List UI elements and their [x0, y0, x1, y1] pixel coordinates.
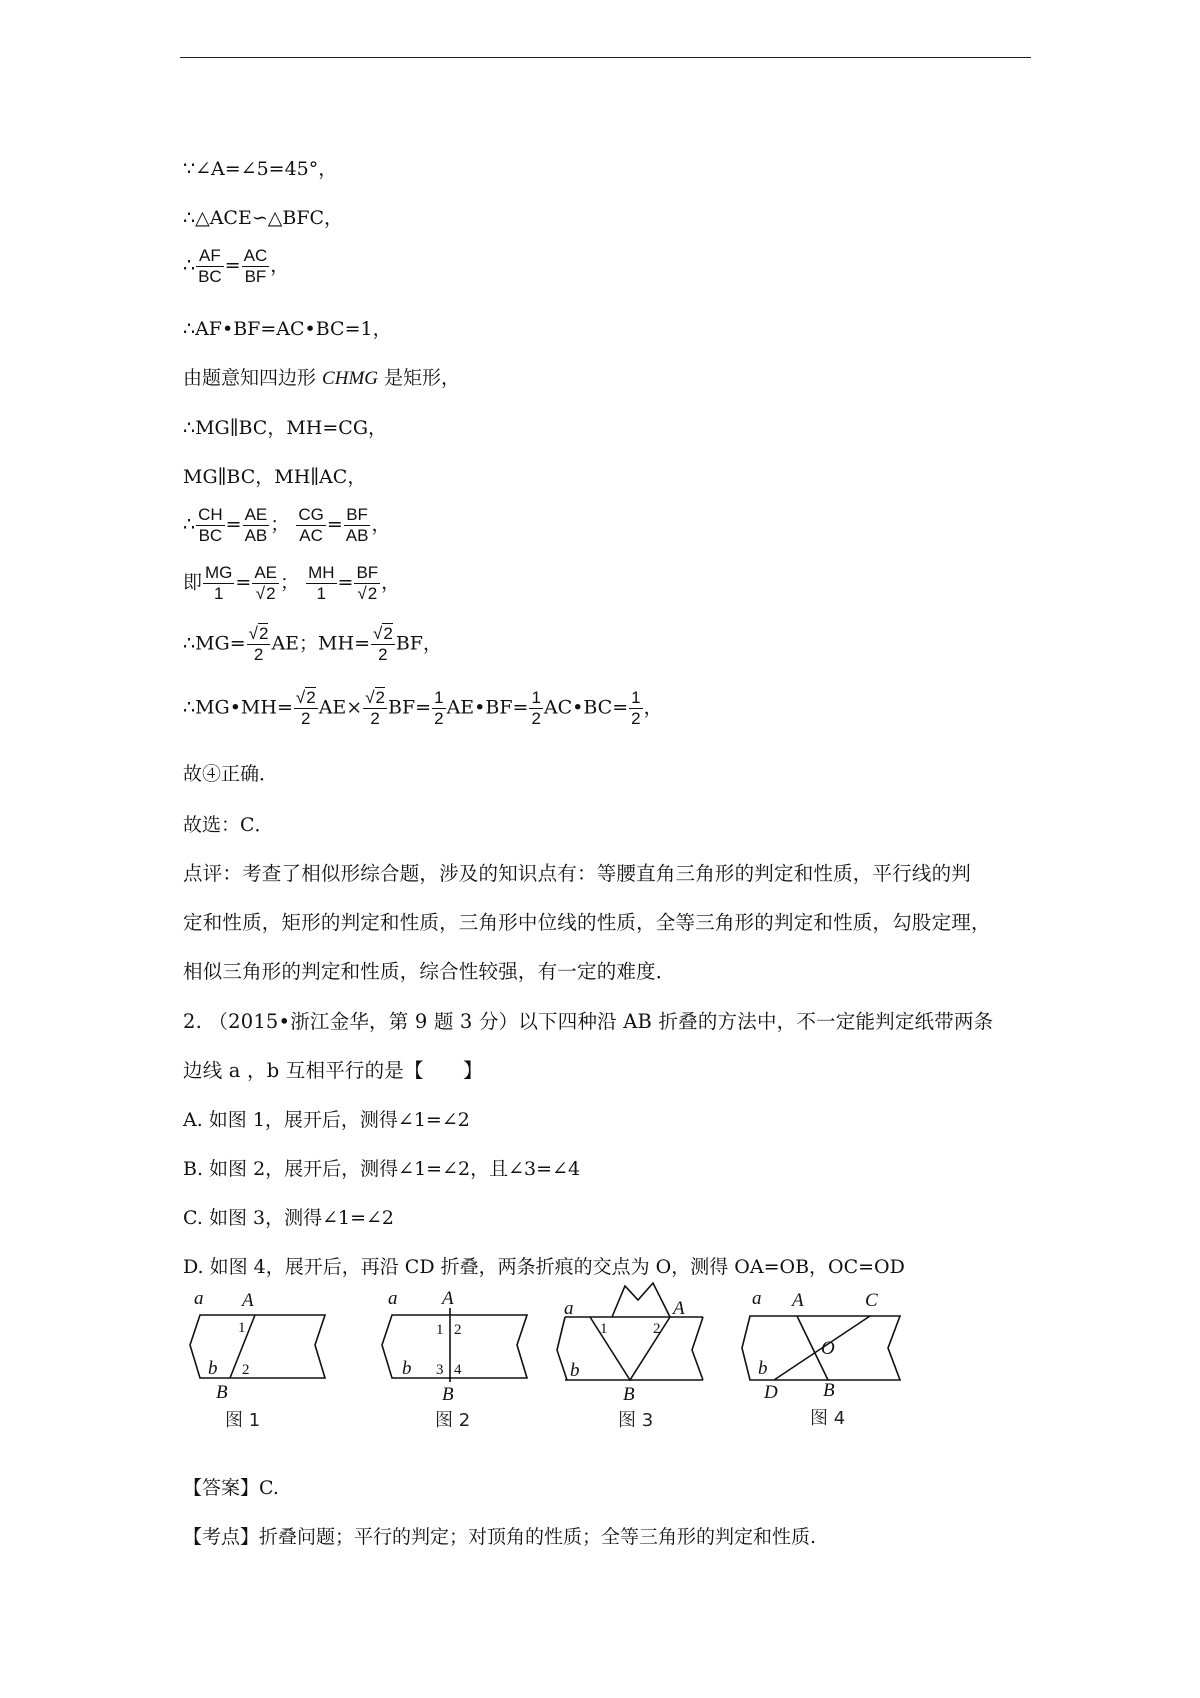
option-d: D. 如图 4，展开后，再沿 CD 折叠，两条折痕的交点为 O，测得 OA=OB，OC=OD — [183, 1256, 905, 1278]
fig2-label-b: b — [402, 1358, 412, 1379]
header-rule — [180, 57, 1031, 58]
line-8: ∴ $\frac{CH}{BC}$ = $\frac{AE}{AB}$ ； $\frac{CG}{AC}$ = $\frac{BF}{AB}$ ， — [183, 505, 391, 545]
option-b: B. 如图 2，展开后，测得∠1=∠2，且∠3=∠4 — [183, 1158, 581, 1180]
line-10: ∴MG= $\frac{√2}{2}$ AE；MH= $\frac{√2}{2}$ BF， — [183, 624, 442, 664]
fold-figures — [180, 1278, 1000, 1458]
line-12: 故④正确． — [183, 763, 279, 785]
fig2-label-a: a — [388, 1288, 398, 1309]
line-11: ∴MG•MH= $\frac{√2}{2}$ AE× $\frac{√2}{2}$ BF= $\frac{1}{2}$ AE•BF= $\frac{1}{2}$ AC•BC= $\frac{1}{2}$ ， — [183, 688, 663, 728]
fig3-label-b: b — [570, 1360, 580, 1381]
line-2: ∴△ACE∽△BFC， — [183, 207, 344, 229]
line-7: MG∥BC，MH∥AC， — [183, 466, 367, 488]
fig4-label-O: O — [821, 1338, 835, 1359]
fig1-label-A: A — [242, 1290, 254, 1311]
fig2-label-B: B — [442, 1384, 454, 1405]
fig2-label-A: A — [442, 1288, 454, 1309]
line-14: 点评：考查了相似形综合题，涉及的知识点有：等腰直角三角形的判定和性质，平行线的判 — [183, 862, 972, 885]
fig1-caption: 图 1 — [225, 1410, 261, 1431]
fig3-label-B: B — [623, 1384, 635, 1405]
line-13: 故选：C． — [183, 814, 274, 836]
fig4-label-B: B — [823, 1380, 835, 1401]
fig4-label-b: b — [758, 1358, 768, 1379]
fig4-label-a: a — [752, 1288, 762, 1309]
kaodian: 【考点】折叠问题；平行的判定；对顶角的性质；全等三角形的判定和性质. — [183, 1526, 817, 1548]
option-c: C. 如图 3，测得∠1=∠2 — [183, 1207, 395, 1229]
answer: 【答案】C. — [183, 1477, 279, 1499]
line-6: ∴MG∥BC，MH=CG， — [183, 417, 388, 439]
line-5: 由题意知四边形 CHMG 是矩形， — [183, 367, 461, 389]
fig1-label-b: b — [208, 1358, 218, 1379]
question-2-cont: 边线 a ，b 互相平行的是【 】 — [183, 1059, 483, 1082]
question-2: 2. （2015•浙江金华，第 9 题 3 分）以下四种沿 AB 折叠的方法中，不一定能判定纸带两条 — [183, 1010, 994, 1033]
fig3-label-A: A — [673, 1298, 685, 1319]
fig4-label-C: C — [865, 1290, 878, 1311]
fig1-angle-1: 1 — [238, 1320, 246, 1336]
fig3-angle-2: 2 — [653, 1321, 661, 1337]
fig2-angle-4: 4 — [454, 1362, 462, 1378]
fig2-angle-2: 2 — [454, 1322, 462, 1338]
fig4-label-A: A — [792, 1290, 804, 1311]
fig1-angle-2: 2 — [242, 1362, 250, 1378]
fig3-caption: 图 3 — [618, 1410, 654, 1431]
fig3-label-a: a — [564, 1298, 574, 1319]
fig2-caption: 图 2 — [435, 1410, 471, 1431]
line-3: ∴ $\frac{AF}{BC}$ = $\frac{AC}{BF}$ ， — [183, 246, 290, 286]
line-15: 定和性质，矩形的判定和性质，三角形中位线的性质，全等三角形的判定和性质，勾股定理， — [183, 911, 991, 934]
fig3-angle-1: 1 — [600, 1321, 608, 1337]
line-16: 相似三角形的判定和性质，综合性较强，有一定的难度． — [183, 960, 676, 983]
fold-figures-svg — [180, 1278, 1000, 1458]
fig2-angle-1: 1 — [436, 1322, 444, 1338]
line-9: 即 $\frac{MG}{1}$ = $\frac{AE}{√2}$ ； $\frac{MH}{1}$ = $\frac{BF}{√2}$ ， — [183, 563, 401, 603]
fig1-label-a: a — [194, 1288, 204, 1309]
line-1: ∵∠A=∠5=45°， — [183, 158, 338, 180]
fig1-label-B: B — [216, 1382, 228, 1403]
fig4-label-D: D — [764, 1382, 778, 1403]
option-a: A. 如图 1，展开后，测得∠1=∠2 — [183, 1109, 470, 1131]
fig4-caption: 图 4 — [810, 1408, 846, 1429]
fig2-angle-3: 3 — [436, 1362, 444, 1378]
line-4: ∴AF•BF=AC•BC=1， — [183, 318, 392, 340]
